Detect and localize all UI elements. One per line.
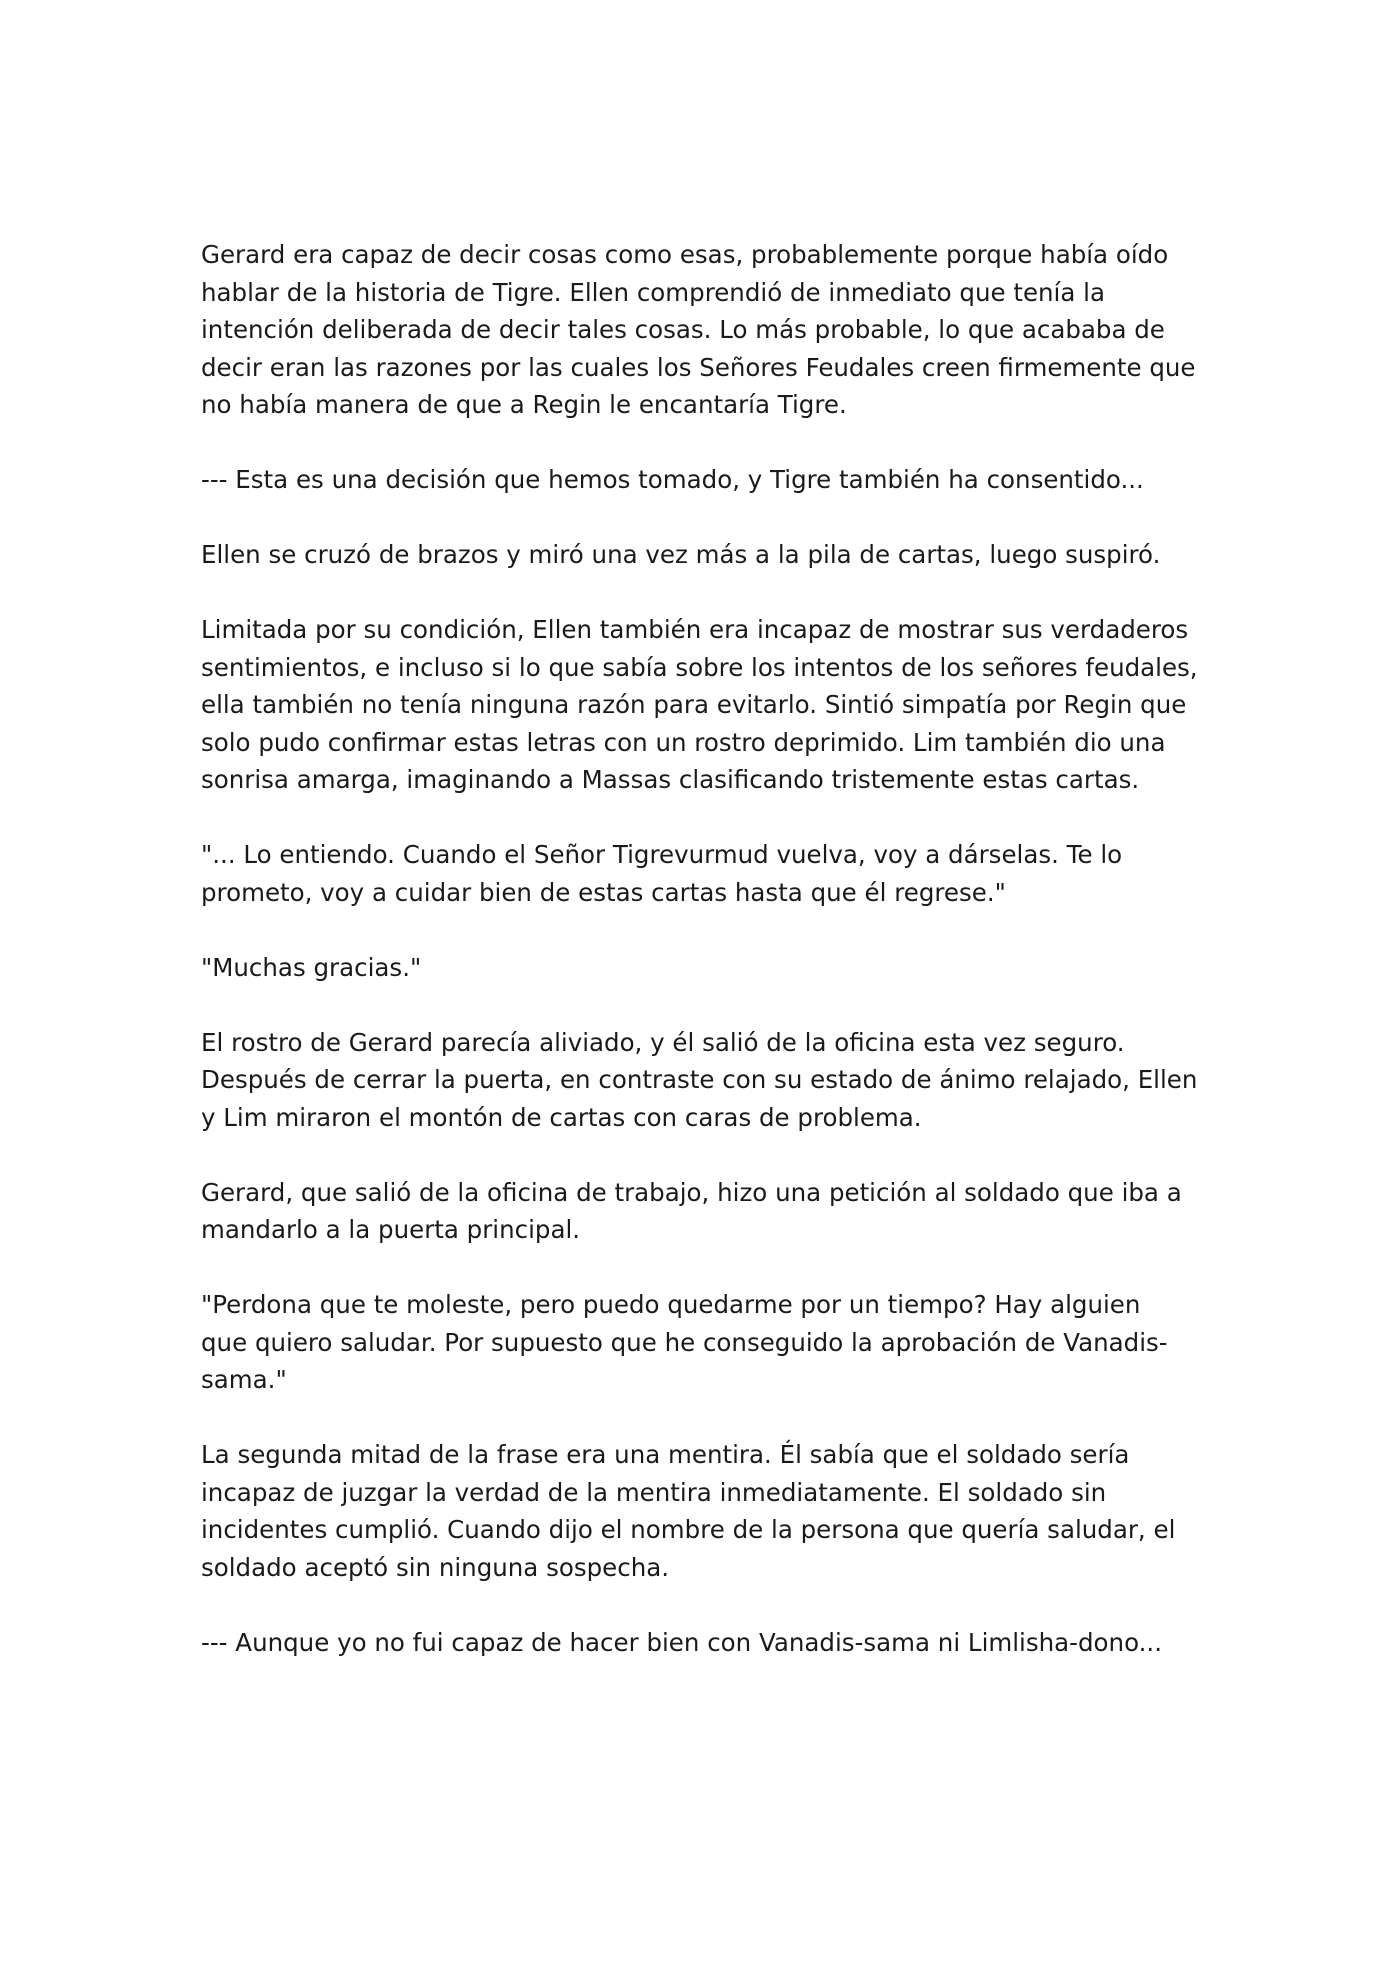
paragraph: Ellen se cruzó de brazos y miró una vez más a la pila de cartas, luego suspiró. — [201, 540, 1161, 569]
paragraph: El rostro de Gerard parecía aliviado, y él salió de la oficina esta vez seguro. Después de cerrar la puerta, en contraste con su estado de ánimo relajado, Ellen y Lim miraron el montón de cartas con caras de problema. — [201, 1027, 1198, 1132]
paragraph: --- Esta es una decisión que hemos tomado, y Tigre también ha consentido... — [201, 465, 1144, 494]
paragraph: "Perdona que te moleste, pero puedo quedarme por un tiempo? Hay alguien que quiero saludar. Por supuesto que he conseguido la aprobación de Vanadis- sama." — [201, 1290, 1168, 1394]
paragraph: La segunda mitad de la frase era una mentira. Él sabía que el soldado sería incapaz de juzgar la verdad de la mentira inmediatamente. El soldado sin incidentes cumplió. Cuando dijo el nombre de la persona que quería saludar, el soldado aceptó sin ninguna sospecha. — [201, 1440, 1176, 1582]
paragraph: "... Lo entiendo. Cuando el Señor Tigrevurmud vuelva, voy a dárselas. Te lo prometo, voy a cuidar bien de estas cartas hasta que él regrese." — [201, 840, 1123, 907]
document-body — [201, 236, 1211, 1699]
paragraph: Limitada por su condición, Ellen también era incapaz de mostrar sus verdaderos sentimientos, e incluso si lo que sabía sobre los intentos de los señores feudales, ella también no tenía ninguna razón para evitarlo. Sintió simpatía por Regin que solo pudo confirmar estas letras con un rostro deprimido. Lim también dio una sonrisa amarga, imaginando a Massas clasificando tristemente estas cartas. — [201, 615, 1198, 794]
paragraph: --- Aunque yo no fui capaz de hacer bien con Vanadis-sama ni Limlisha-dono... — [201, 1627, 1162, 1657]
paragraph: "Muchas gracias." — [201, 952, 422, 982]
paragraph: Gerard, que salió de la oficina de trabajo, hizo una petición al soldado que iba a mandarlo a la puerta principal. — [201, 1177, 1182, 1244]
paragraph: Gerard era capaz de decir cosas como esas, probablemente porque había oído hablar de la historia de Tigre. Ellen comprendió de inmediato que tenía la intención deliberada de decir tales cosas. Lo más probable, lo que acababa de decir eran las razones por las cuales los Señores Feudales creen firmemente que no había manera de que a Regin le encantaría Tigre. — [201, 240, 1196, 419]
